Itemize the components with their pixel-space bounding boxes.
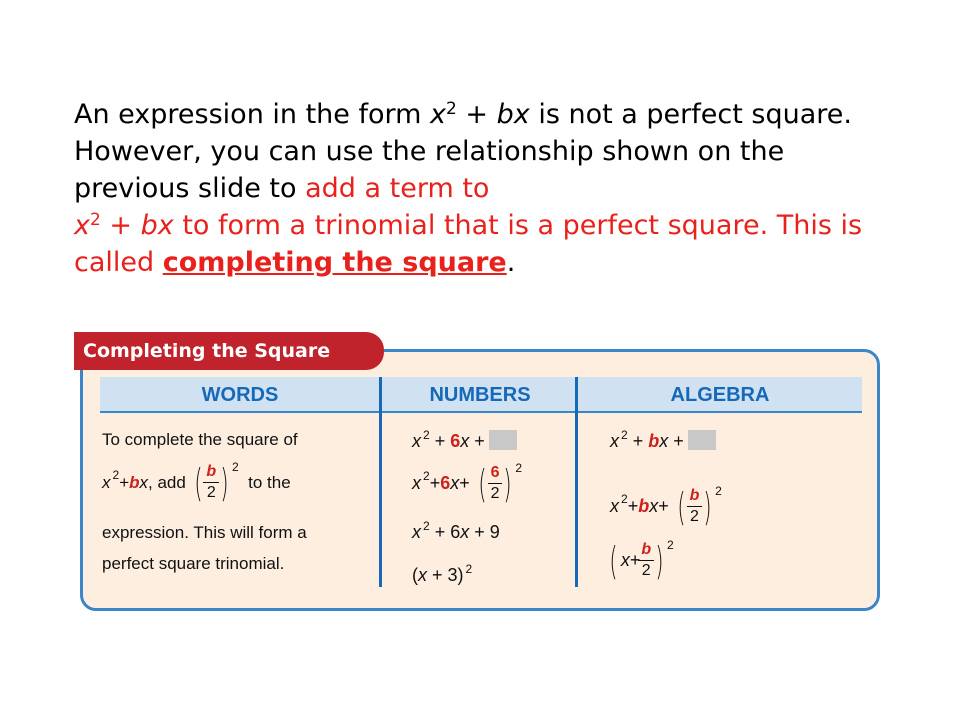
denominator: 2 (490, 485, 500, 502)
numbers-row-2 (412, 463, 522, 504)
exponent: 2 (232, 460, 239, 474)
term: + 9 (469, 522, 500, 542)
plus: + (429, 473, 441, 493)
var-x: x (460, 522, 470, 542)
var-b: b (129, 472, 140, 492)
column-header-words: WORDS (201, 384, 279, 406)
denominator: 2 (206, 484, 216, 501)
blank-box (688, 430, 716, 450)
exponent: 2 (465, 562, 473, 576)
column-divider (379, 377, 382, 587)
numbers-row-4 (412, 562, 473, 586)
exponent: 2 (666, 538, 674, 552)
exponent: 2 (89, 210, 101, 230)
var-x: x (620, 550, 630, 570)
left-paren: ( (677, 484, 686, 529)
left-paren: ( (193, 460, 203, 505)
coefficient: 6 (450, 431, 461, 451)
var-x: x (610, 496, 619, 516)
left-paren: ( (478, 461, 487, 506)
term: + 6 (434, 522, 461, 542)
column-divider (575, 377, 578, 587)
plus: + (469, 431, 485, 451)
left-paren: ( (609, 538, 618, 583)
numerator: b (203, 462, 219, 483)
plus: + (459, 473, 470, 493)
fraction (488, 463, 503, 504)
coefficient: 6 (440, 473, 451, 493)
intro-paragraph (74, 96, 904, 281)
words-text: to the (248, 472, 291, 492)
plus: + (119, 472, 130, 492)
key-term: completing the square (162, 247, 507, 278)
numerator: 6 (488, 463, 503, 484)
plus: + (658, 496, 669, 516)
red-text: to form a trinomial that is a perfect square. This is called (74, 210, 863, 278)
words-text: , add (148, 472, 186, 492)
words-line-4: perfect square trinomial. (102, 554, 285, 573)
exponent: 2 (423, 468, 430, 483)
column-header-algebra: ALGEBRA (670, 384, 770, 406)
var-b: b (648, 431, 660, 451)
algebra-row-2 (610, 486, 722, 527)
exponent: 2 (446, 99, 457, 119)
var-x: x (460, 431, 470, 451)
exponent: 2 (112, 467, 120, 482)
var-x: x (430, 99, 446, 130)
var-x: x (102, 472, 111, 492)
algebra-row-3 (606, 540, 674, 581)
exponent: 2 (715, 484, 722, 498)
numbers-row-3 (412, 519, 500, 543)
fraction (687, 486, 703, 527)
feature-box-title: Completing the Square (74, 332, 384, 370)
denominator: 2 (690, 508, 699, 525)
exponent: 2 (515, 461, 522, 475)
plus: + (456, 99, 497, 130)
exponent: 2 (621, 491, 628, 506)
fraction (203, 462, 219, 503)
right-paren: ) (655, 538, 664, 583)
var-x: x (412, 431, 421, 451)
var-x: x (418, 565, 427, 585)
numerator: b (638, 540, 654, 561)
var-x: x (74, 210, 90, 241)
plus: + (627, 431, 649, 451)
exponent: 2 (423, 519, 430, 533)
column-header-numbers: NUMBERS (429, 384, 531, 406)
var-b: b (638, 496, 650, 516)
intro-text: An expression in the form (74, 99, 431, 130)
term: + 3) (427, 565, 464, 585)
intro-text: is not a perfect square. However, you can use the relationship shown on the previous slide to (74, 99, 852, 204)
plus: + (629, 550, 641, 570)
var-x: x (659, 431, 669, 451)
blank-box (489, 430, 517, 450)
exponent: 2 (423, 428, 430, 442)
words-line-1: To complete the square of (102, 430, 298, 449)
left-paren: ( (412, 565, 418, 585)
var-x: x (450, 473, 460, 493)
exponent: 2 (621, 428, 628, 442)
words-line-2 (102, 462, 291, 503)
algebra-row-1 (610, 430, 716, 452)
fraction (638, 540, 654, 581)
numbers-row-1 (412, 430, 517, 452)
red-text: add a term to (305, 173, 490, 204)
var-x: x (412, 473, 421, 493)
numerator: b (687, 486, 703, 507)
right-paren: ) (503, 461, 512, 506)
words-line-3: expression. This will form a (102, 523, 307, 542)
var-x: x (610, 431, 619, 451)
var-x: x (649, 496, 659, 516)
period: . (506, 247, 516, 278)
var-x: x (412, 522, 421, 542)
right-paren: ) (220, 460, 229, 505)
table-header (100, 377, 862, 413)
plus: + (429, 431, 451, 451)
denominator: 2 (641, 562, 651, 579)
var-x: x (139, 472, 149, 492)
var-bx: bx (496, 99, 530, 130)
plus: + (627, 496, 639, 516)
plus: + (100, 210, 141, 241)
right-paren: ) (703, 484, 712, 529)
var-bx: bx (140, 210, 174, 241)
plus: + (668, 431, 684, 451)
